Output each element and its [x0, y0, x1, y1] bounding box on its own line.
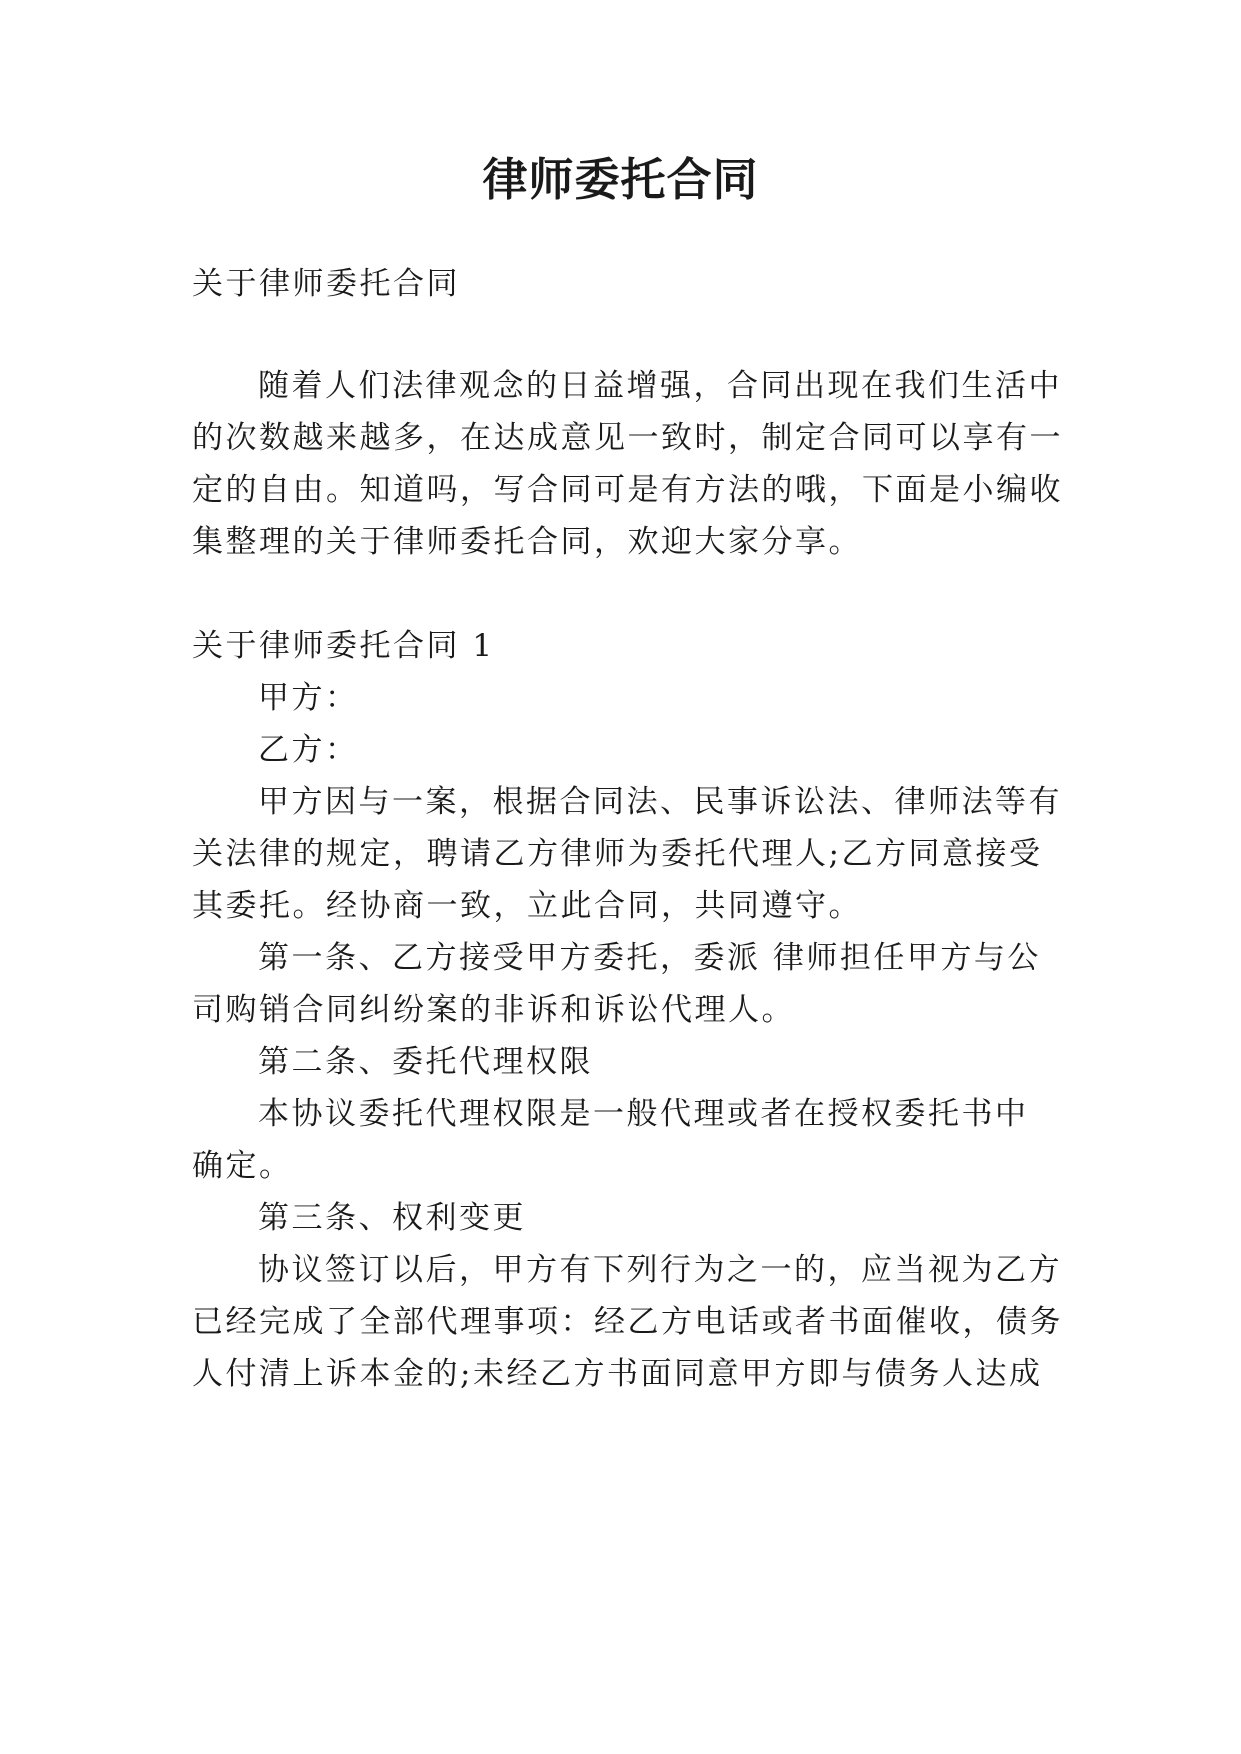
- subtitle-line: 关于律师委托合同: [192, 266, 460, 302]
- section-heading: 关于律师委托合同 1: [192, 628, 495, 664]
- preamble-line-2: 关法律的规定，聘请乙方律师为委托代理人;乙方同意接受: [192, 836, 1043, 872]
- article-3-line-1: 协议签订以后，甲方有下列行为之一的，应当视为乙方: [258, 1252, 1062, 1288]
- preamble-line-1: 甲方因与一案，根据合同法、民事诉讼法、律师法等有: [258, 784, 1062, 820]
- article-2-line-1: 本协议委托代理权限是一般代理或者在授权委托书中: [258, 1096, 1029, 1132]
- article-2-line-2: 确定。: [192, 1148, 293, 1184]
- article-1-line-1: 第一条、乙方接受甲方委托，委派 律师担任甲方与公: [258, 940, 1041, 976]
- intro-line-1: 随着人们法律观念的日益增强，合同出现在我们生活中: [258, 368, 1062, 404]
- article-3-line-3: 人付清上诉本金的;未经乙方书面同意甲方即与债务人达成: [192, 1356, 1043, 1392]
- article-2-heading: 第二条、委托代理权限: [258, 1044, 593, 1080]
- article-1-line-2: 司购销合同纠纷案的非诉和诉讼代理人。: [192, 992, 795, 1028]
- party-a-line: 甲方：: [258, 680, 359, 716]
- intro-line-3: 定的自由。知道吗，写合同可是有方法的哦，下面是小编收: [192, 472, 1063, 508]
- intro-line-2: 的次数越来越多，在达成意见一致时，制定合同可以享有一: [192, 420, 1063, 456]
- document-title: 律师委托合同: [482, 153, 759, 206]
- article-3-heading: 第三条、权利变更: [258, 1200, 526, 1236]
- intro-line-4: 集整理的关于律师委托合同，欢迎大家分享。: [192, 524, 862, 560]
- preamble-line-3: 其委托。经协商一致，立此合同，共同遵守。: [192, 888, 862, 924]
- party-b-line: 乙方：: [258, 732, 359, 768]
- article-3-line-2: 已经完成了全部代理事项：经乙方电话或者书面催收，债务: [192, 1304, 1063, 1340]
